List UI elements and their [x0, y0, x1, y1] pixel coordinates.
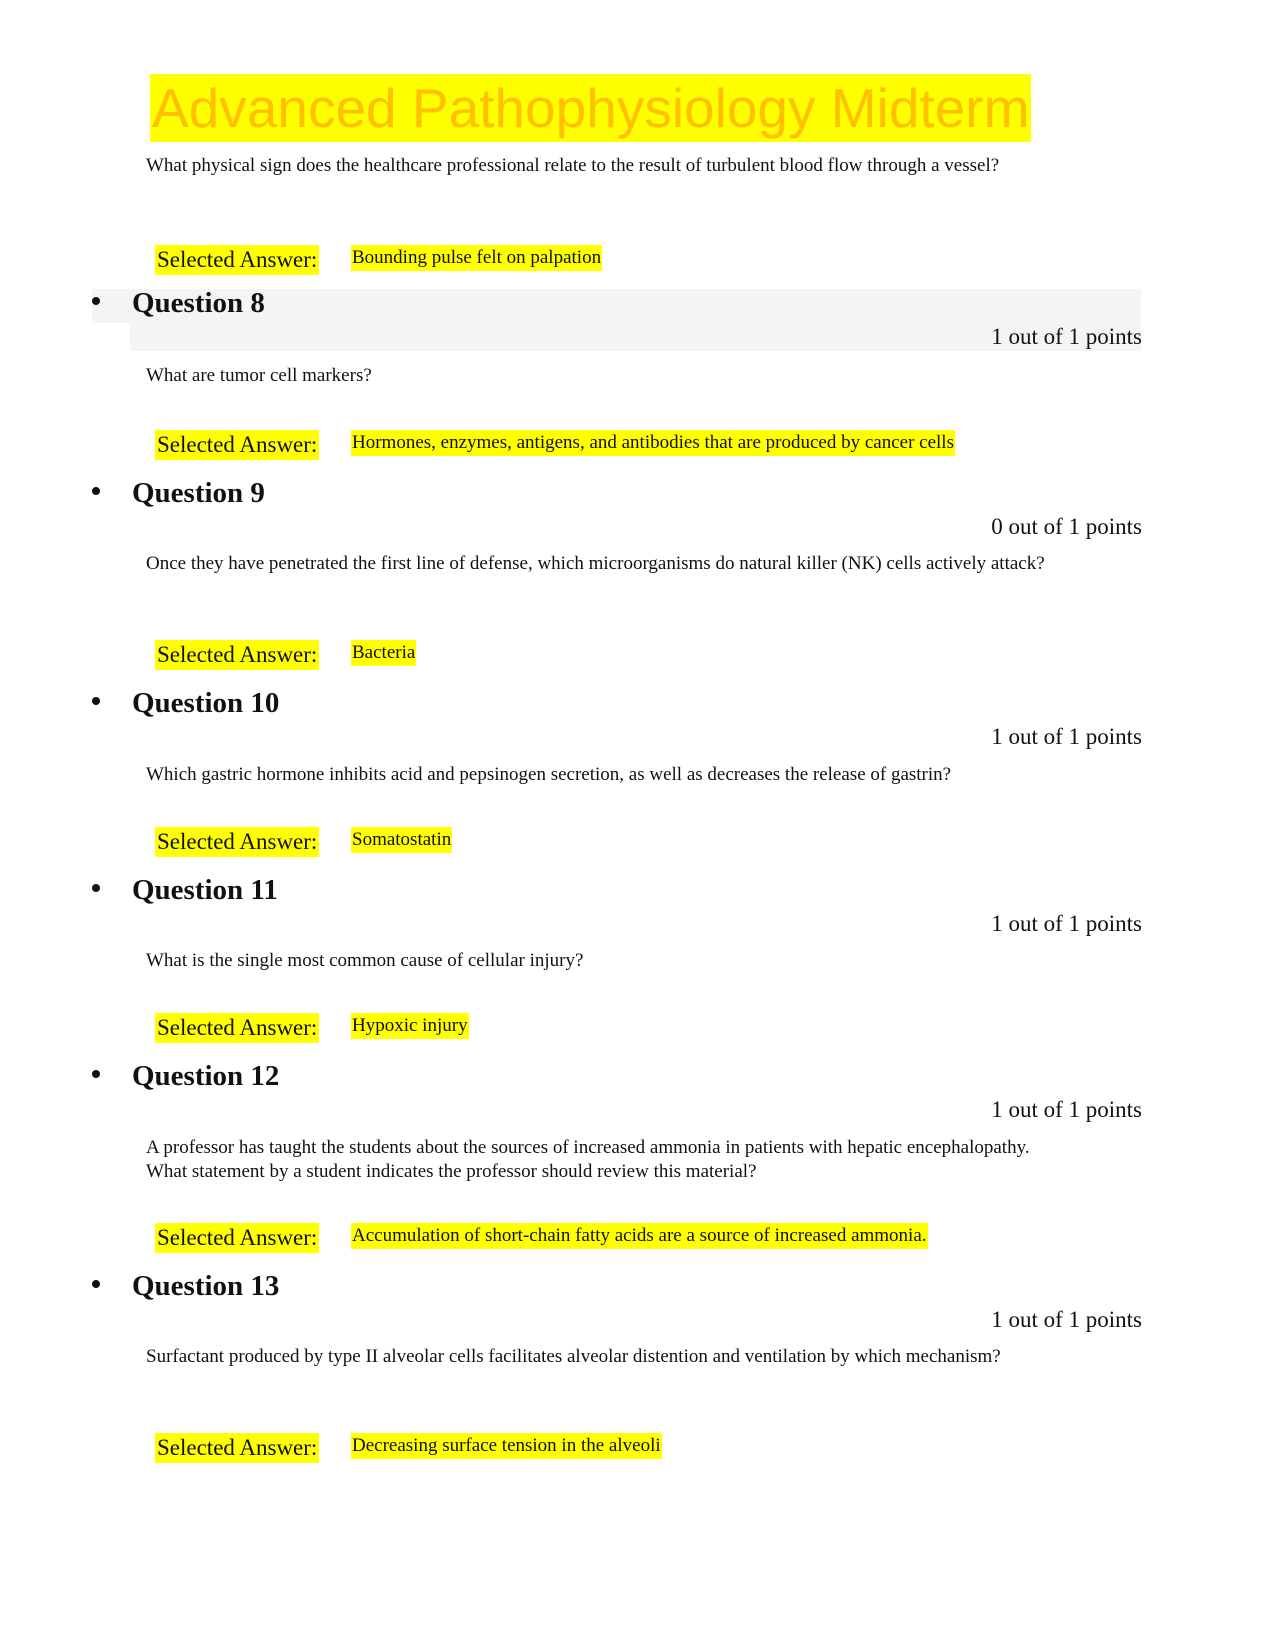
bullet-icon — [92, 1070, 100, 1078]
selected-answer-value: Accumulation of short-chain fatty acids are a source of increased ammonia. — [351, 1223, 928, 1249]
selected-answer-value: Hormones, enzymes, antigens, and antibodies that are produced by cancer cells — [351, 430, 955, 456]
question-text: What are tumor cell markers? — [146, 365, 372, 386]
question-heading: Question 9 — [132, 477, 265, 509]
question-heading: Question 11 — [132, 874, 278, 906]
points-score: 1 out of 1 points — [991, 724, 1142, 749]
points-score: 1 out of 1 points — [991, 911, 1142, 936]
bullet-icon — [92, 697, 100, 705]
question-text: Which gastric hormone inhibits acid and pepsinogen secretion, as well as decreases the release of gastrin? — [146, 764, 952, 785]
question-text: A professor has taught the students about the sources of increased ammonia in patients with hepatic encephalopathy. What statement by a student indicates the professor should review this material? — [146, 1137, 1030, 1182]
selected-answer-label: Selected Answer: — [155, 1013, 319, 1043]
question-text: Once they have penetrated the first line of defense, which microorganisms do natural killer (NK) cells actively attack? — [146, 553, 1045, 574]
question-heading: Question 12 — [132, 1060, 280, 1092]
selected-answer-value: Bacteria — [351, 640, 416, 666]
selected-answer-value: Decreasing surface tension in the alveoli — [351, 1433, 662, 1459]
selected-answer-value: Hypoxic injury — [351, 1013, 469, 1039]
bullet-icon — [92, 297, 100, 305]
bullet-icon — [92, 487, 100, 495]
selected-answer-value: Somatostatin — [351, 827, 452, 853]
selected-answer-label: Selected Answer: — [155, 1223, 319, 1253]
question-text: Surfactant produced by type II alveolar cells facilitates alveolar distention and ventilation by which mechanism? — [146, 1346, 1001, 1367]
question-heading: Question 8 — [132, 287, 265, 319]
question-text: What physical sign does the healthcare professional relate to the result of turbulent blood flow through a vessel? — [146, 155, 1000, 176]
points-score: 0 out of 1 points — [991, 514, 1142, 539]
selected-answer-label: Selected Answer: — [155, 1433, 319, 1463]
selected-answer-label: Selected Answer: — [155, 640, 319, 670]
document-title: Advanced Pathophysiology Midterm — [150, 74, 1031, 142]
question-heading: Question 13 — [132, 1270, 280, 1302]
question-text: What is the single most common cause of cellular injury? — [146, 950, 584, 971]
question-heading: Question 10 — [132, 687, 280, 719]
selected-answer-label: Selected Answer: — [155, 245, 319, 275]
points-score: 1 out of 1 points — [991, 1307, 1142, 1332]
bullet-icon — [92, 884, 100, 892]
selected-answer-label: Selected Answer: — [155, 430, 319, 460]
points-score: 1 out of 1 points — [991, 1097, 1142, 1122]
points-score: 1 out of 1 points — [991, 324, 1142, 349]
selected-answer-value: Bounding pulse felt on palpation — [351, 245, 602, 271]
selected-answer-label: Selected Answer: — [155, 827, 319, 857]
bullet-icon — [92, 1280, 100, 1288]
